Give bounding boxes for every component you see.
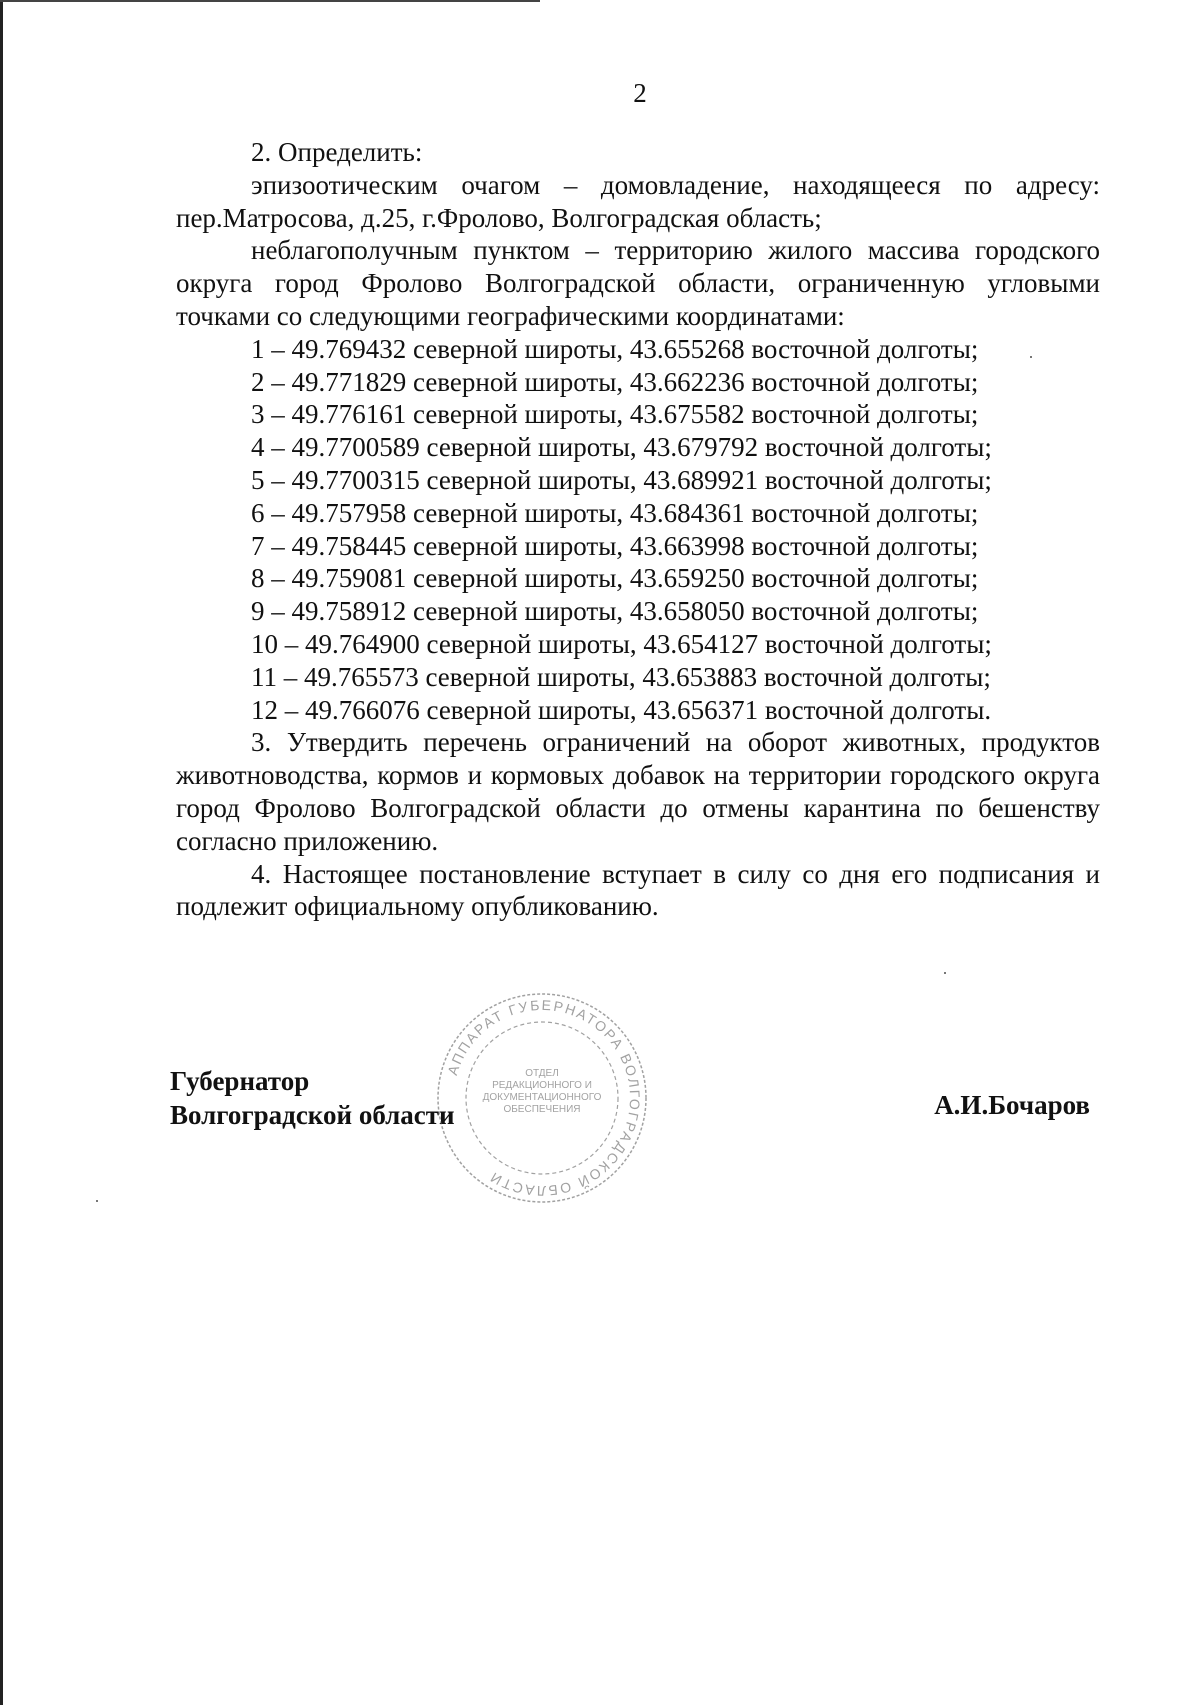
paragraph-define: 2. Определить: bbox=[251, 137, 423, 167]
seal-outer-text: АППАРАТ ГУБЕРНАТОРА ВОЛГОГРАДСКОЙ ОБЛАСТИ bbox=[444, 996, 644, 1200]
coordinate-item: 12 – 49.766076 северной широты, 43.656371 восточной долготы. bbox=[251, 694, 992, 725]
coordinate-item: 11 – 49.765573 северной широты, 43.653883 восточной долготы; bbox=[251, 661, 991, 692]
scan-top-edge bbox=[0, 0, 540, 2]
coordinates-list bbox=[176, 333, 1100, 727]
scan-speck bbox=[1030, 356, 1032, 358]
coordinate-item: 3 – 49.776161 северной широты, 43.675582 восточной долготы; bbox=[251, 399, 979, 430]
scan-speck bbox=[96, 1200, 98, 1202]
coordinate-item: 1 – 49.769432 северной широты, 43.655268 восточной долготы; bbox=[251, 333, 979, 364]
paragraph-restrictions: 3. Утвердить перечень ограничений на оборот животных, продуктов животноводства, кормов и кормовых добавок на территории городского округа город Фролово Волгоградской области до отмены карантина по бешенству согласно приложению. bbox=[176, 727, 1100, 856]
document-body bbox=[176, 136, 1100, 923]
paragraph-epizootic-focus: эпизоотическим очагом – домовладение, находящееся по адресу: пер.Матросова, д.25, г.Фролово, Волгоградская область; bbox=[176, 169, 1100, 233]
coordinate-item: 9 – 49.758912 северной широты, 43.658050 восточной долготы; bbox=[251, 596, 979, 627]
coordinate-item: 4 – 49.7700589 северной широты, 43.679792 восточной долготы; bbox=[251, 432, 992, 463]
coordinate-item: 2 – 49.771829 северной широты, 43.662236 восточной долготы; bbox=[251, 366, 979, 397]
coordinate-item: 8 – 49.759081 северной широты, 43.659250 восточной долготы; bbox=[251, 563, 979, 594]
signer-title-line2: Волгоградской области bbox=[170, 1100, 455, 1130]
official-seal-stamp bbox=[432, 988, 652, 1208]
signer-title-line1: Губернатор bbox=[170, 1066, 310, 1096]
scan-left-edge bbox=[0, 0, 3, 1705]
page-number: 2 bbox=[633, 78, 647, 108]
coordinate-item: 7 – 49.758445 северной широты, 43.663998 восточной долготы; bbox=[251, 530, 979, 561]
coordinate-item: 6 – 49.757958 северной широты, 43.684361 восточной долготы; bbox=[251, 497, 979, 528]
seal-inner-text: ОТДЕЛ РЕДАКЦИОННОГО И ДОКУМЕНТАЦИОННОГО ОБЕСПЕЧЕНИЯ bbox=[482, 1068, 602, 1115]
signature-block bbox=[170, 1064, 455, 1132]
signer-name: А.И.Бочаров bbox=[934, 1090, 1090, 1120]
coordinate-item: 5 – 49.7700315 северной широты, 43.689921 восточной долготы; bbox=[251, 464, 992, 495]
scan-speck bbox=[944, 972, 946, 974]
coordinate-item: 10 – 49.764900 северной широты, 43.654127 восточной долготы; bbox=[251, 628, 992, 659]
paragraph-unfavorable-point: неблагополучным пунктом – территорию жилого массива городского округа город Фролово Волгоградской области, ограниченную угловыми точками со следующими географическими координатами: bbox=[176, 235, 1100, 331]
paragraph-effective: 4. Настоящее постановление вступает в силу со дня его подписания и подлежит официальному опубликованию. bbox=[176, 858, 1100, 922]
